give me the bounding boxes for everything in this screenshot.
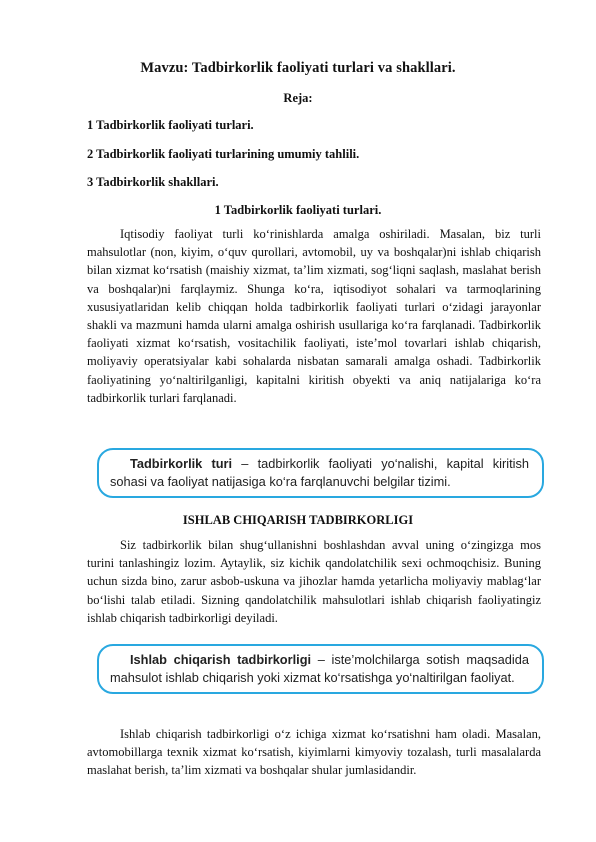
paragraph-1: Iqtisodiy faoliyat turli ko‘rinishlarda amalga oshiriladi. Masalan, biz turli mahsulotlar (non, kiyim, o‘quv qurollari, avtomobil, uy va boshqalar)ni ishlab chiqarish bilan xizmat ko‘rsatish (maishiy xizmat, ta’lim xizmati, sog‘liqni saqlash, maslahat berish va boshqalar)ni farqlaymiz. Shunga ko‘ra, iqtisodiyot sohalari va tarmoqlarining xususiyatlaridan kelib chiqqan holda tadbirkorlik faoliyati turlari o‘zidagi jarayonlar shakli va mazmuni hamda ularni amalga oshirish usullariga ko‘ra farqlanadi. Tadbirkorlik faoliyati xizmat ko‘rsatish, vositachilik faoliyati, iste’mol tovarlari ishlab chiqarish, moliyaviy operatsiyalar kabi sohalarda nisbatan samarali amalga oshadi. Tadbirkorlik faoliyatining yo‘naltirilganligi, kapitalni kiritish obyekti va aniq natijalariga ko‘ra tadbirkorlik turlari farqlanadi.: [87, 227, 541, 405]
paragraph-2: Siz tadbirkorlik bilan shug‘ullanishni boshlashdan avval uning o‘zingizga mos turini tanlashingiz lozim. Aytaylik, siz kichik qandolatchilik sexi ochmoqchisiz. Buning uchun sizda bino, zarur asbob-uskuna va jihozlar hamda yetarlicha moliyaviy mablag‘lar bo‘lishi talab etiladi. Sizning qandolatchilik mahsulotlari ishlab chiqarish faoliyatingiz ishlab chiqarish tadbirkorligi deyiladi.: [87, 538, 541, 625]
section-2-heading: ISHLAB CHIQARISH TADBIRKORLIGI: [182, 513, 414, 527]
plan-heading: Reja:: [283, 91, 313, 105]
definition-callout-2: [97, 644, 544, 694]
plan-item-2: 2 Tadbirkorlik faoliyati turlarining umumiy tahlili.: [87, 147, 360, 161]
plan-item-3: 3 Tadbirkorlik shakllari.: [87, 175, 219, 189]
callout-2-definition: – iste’molchilarga sotish maqsadida mahsulot ishlab chiqarish yoki xizmat ko‘rsatishga yo‘naltirilgan faoliyat.: [110, 652, 529, 685]
section-1-heading: 1 Tadbirkorlik faoliyati turlari.: [214, 203, 382, 217]
callout-2-term: Ishlab chiqarish tadbirkorligi: [130, 652, 312, 667]
document-title: Mavzu: Tadbirkorlik faoliyati turlari va shakllari.: [140, 60, 456, 76]
callout-1-term: Tadbirkorlik turi: [130, 456, 233, 471]
plan-item-1: 1 Tadbirkorlik faoliyati turlari.: [87, 118, 254, 132]
paragraph-3: Ishlab chiqarish tadbirkorligi o‘z ichiga xizmat ko‘rsatishni ham oladi. Masalan, avtomobillarga texnik xizmat ko‘rsatish, kiyimlarni kimyoviy tozalash, turli masalalarda maslahat berish, ta’lim xizmati va boshqalar shular jumlasidandir.: [87, 727, 541, 778]
definition-callout-1: [97, 448, 544, 498]
callout-1-definition: – tadbirkorlik faoliyati yo‘nalishi, kapital kiritish sohasi va faoliyat natijasiga ko‘ra farqlanuvchi belgilar tizimi.: [110, 456, 529, 489]
